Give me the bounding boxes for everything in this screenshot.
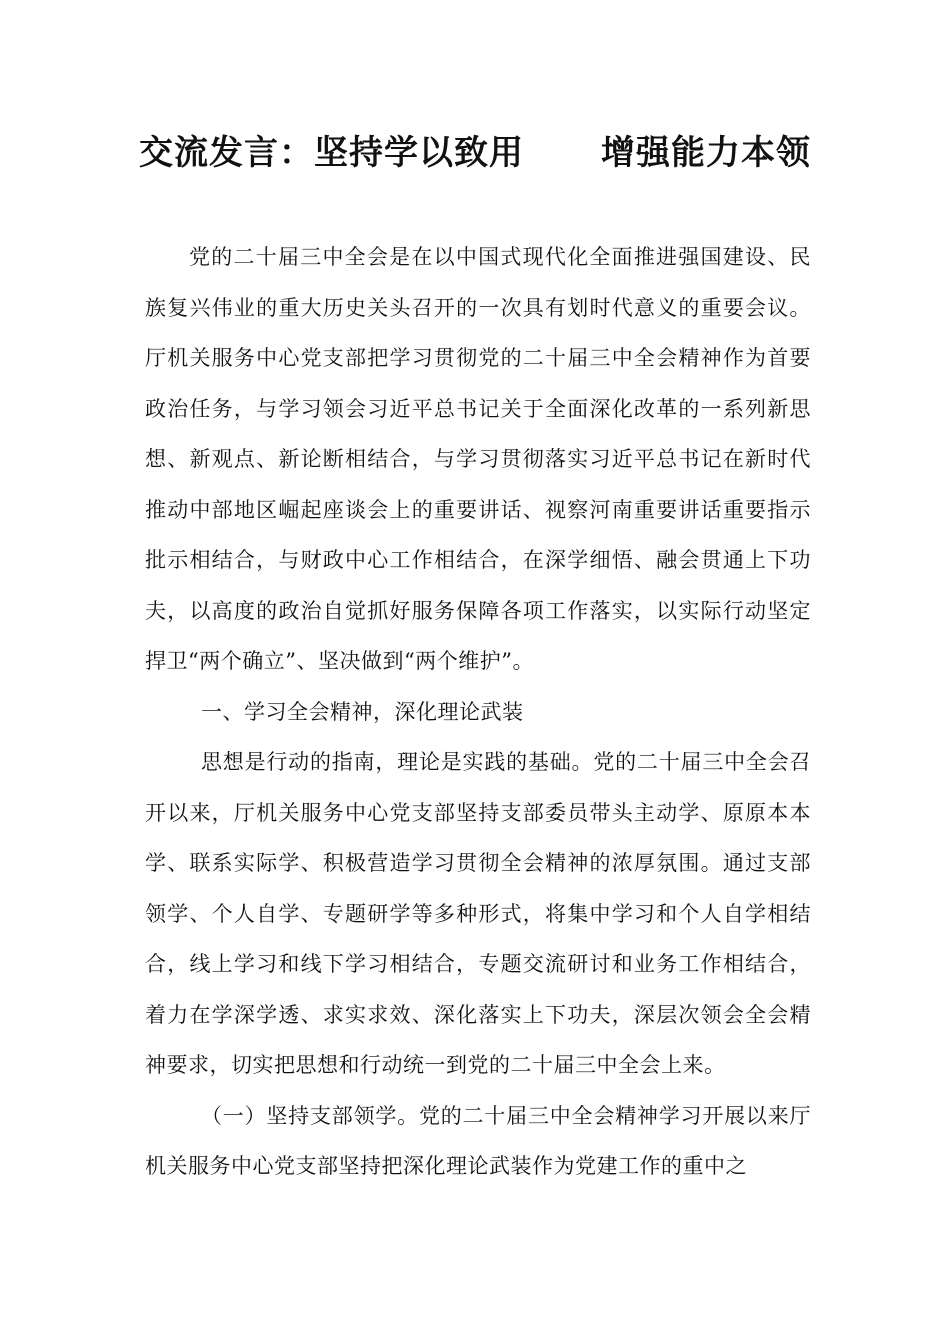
section-heading: 一、学习全会精神，深化理论武装	[201, 699, 524, 724]
section-paragraph: 思想是行动的指南，理论是实践的基础。党的二十届三中全会召开以来，厅机关服务中心党支部坚持支部委员带头主动学、原原本本学、联系实际学、积极营造学习贯彻全会精神的浓厚氛围。通过支部领学、个人自学、专题研学等多种形式，将集中学习和个人自学相结合，线上学习和线下学习相结合，专题交流研讨和业务工作相结合，着力在学深学透、求实求效、深化落实上下功夫，深层次领会全会精神要求，切实把思想和行动统一到党的二十届三中全会上来。	[145, 750, 811, 1077]
document-body	[145, 232, 811, 1192]
document-title: 交流发言：坚持学以致用 增强能力本领	[138, 133, 812, 173]
intro-paragraph: 党的二十届三中全会是在以中国式现代化全面推进强国建设、民族复兴伟业的重大历史关头召开的一次具有划时代意义的重要会议。厅机关服务中心党支部把学习贯彻党的二十届三中全会精神作为首要政治任务，与学习领会习近平总书记关于全面深化改革的一系列新思想、新观点、新论断相结合，与学习贯彻落实习近平总书记在新时代推动中部地区崛起座谈会上的重要讲话、视察河南重要讲话重要指示批示相结合，与财政中心工作相结合，在深学细悟、融会贯通上下功夫，以高度的政治自觉抓好服务保障各项工作落实，以实际行动坚定捍卫“两个确立”、坚决做到“两个维护”。	[145, 245, 811, 673]
subsection-paragraph: （一）坚持支部领学。党的二十届三中全会精神学习开展以来厅机关服务中心党支部坚持把深化理论武装作为党建工作的重中之	[145, 1103, 811, 1178]
